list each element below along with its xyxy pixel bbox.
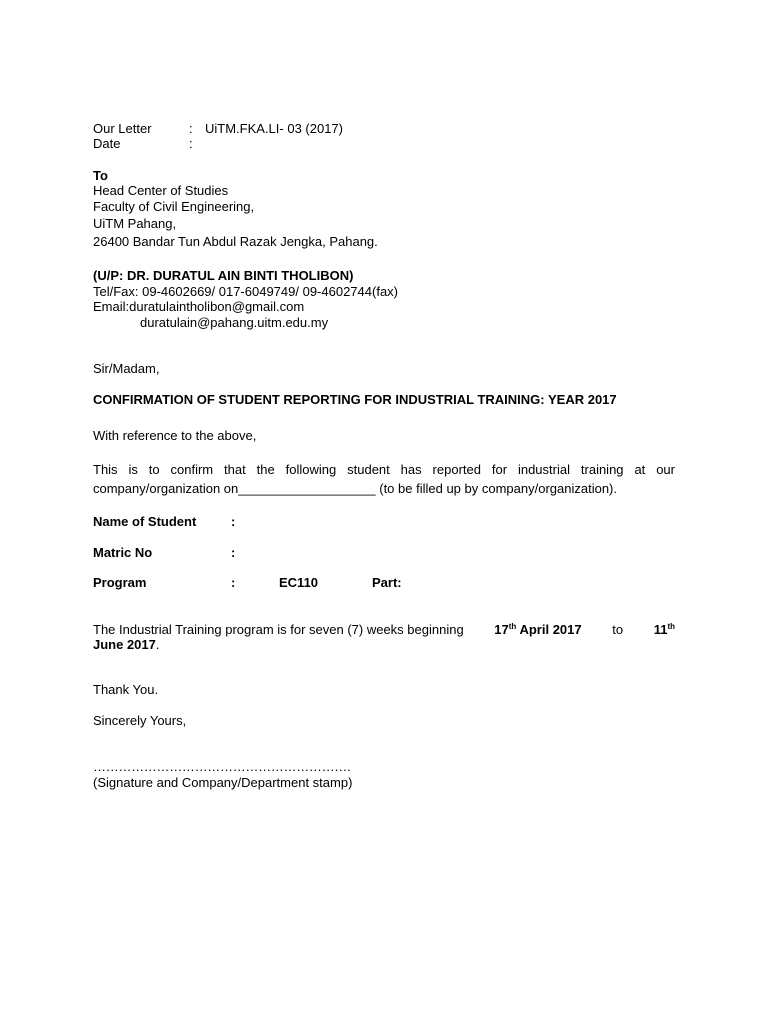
training-period-line xyxy=(93,622,675,638)
matric-no-colon: : xyxy=(231,545,236,560)
recipient-line: 26400 Bandar Tun Abdul Razak Jengka, Pahang. xyxy=(93,234,378,249)
end-month-year: June 2017 xyxy=(93,637,156,652)
confirm-line: company/organization on___________________ (to be filled up by company/organization). xyxy=(93,481,617,496)
attention-telfax: Tel/Fax: 09-4602669/ 017-6049749/ 09-4602744(fax) xyxy=(93,284,398,299)
name-of-student-label: Name of Student xyxy=(93,514,197,529)
program-label: Program xyxy=(93,575,147,590)
date-label: Date xyxy=(93,136,121,151)
name-of-student-colon: : xyxy=(231,514,236,529)
start-month-year: April 2017 xyxy=(519,622,582,637)
attention-email-secondary: duratulain@pahang.uitm.edu.my xyxy=(140,315,329,330)
training-start-date xyxy=(494,622,581,638)
training-period-line-2 xyxy=(93,637,160,653)
start-day-suffix: th xyxy=(508,622,517,631)
training-period-text: The Industrial Training program is for seven (7) weeks beginning xyxy=(93,622,464,637)
signature-dots: ……………………………………………………. xyxy=(93,759,351,774)
our-letter-label: Our Letter xyxy=(93,121,152,136)
salutation: Sir/Madam, xyxy=(93,361,160,376)
end-day-suffix: th xyxy=(667,622,675,631)
signature-label: (Signature and Company/Department stamp) xyxy=(93,775,353,790)
sincerely-yours: Sincerely Yours, xyxy=(93,713,187,728)
subject-line: CONFIRMATION OF STUDENT REPORTING FOR INDUSTRIAL TRAINING: YEAR 2017 xyxy=(93,392,617,407)
program-colon: : xyxy=(231,575,236,590)
part-label: Part: xyxy=(372,575,402,590)
period-mark: . xyxy=(155,637,160,652)
date-colon: : xyxy=(189,136,193,151)
program-value: EC110 xyxy=(279,575,319,590)
training-end-day xyxy=(654,622,675,638)
our-letter-value: UiTM.FKA.LI- 03 (2017) xyxy=(205,121,343,136)
matric-no-label: Matric No xyxy=(93,545,153,560)
recipient-line: UiTM Pahang, xyxy=(93,216,177,231)
start-day: 17 xyxy=(494,622,509,637)
confirm-line: This is to confirm that the following student has reported for industrial training at our xyxy=(93,462,675,477)
end-day: 11 xyxy=(653,622,668,637)
our-letter-colon: : xyxy=(189,121,193,136)
thank-you: Thank You. xyxy=(93,682,159,697)
recipient-line: Faculty of Civil Engineering, xyxy=(93,199,255,214)
reference-line: With reference to the above, xyxy=(93,428,257,443)
recipient-line: Head Center of Studies xyxy=(93,183,229,198)
to-word: to xyxy=(612,622,624,637)
attention-email: Email:duratulaintholibon@gmail.com xyxy=(93,299,305,314)
to-label: To xyxy=(93,168,108,183)
attention-title: (U/P: DR. DURATUL AIN BINTI THOLIBON) xyxy=(93,268,354,283)
